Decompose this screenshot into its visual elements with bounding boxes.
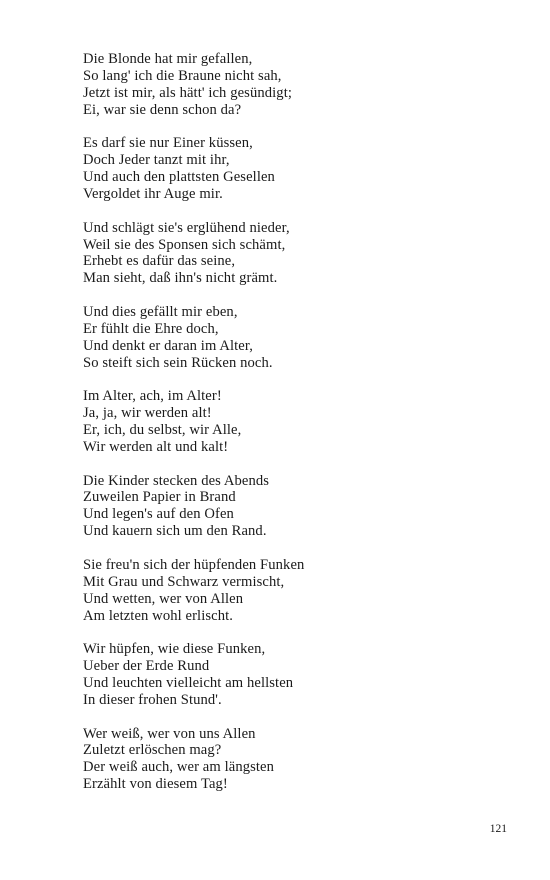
poem-line: Zuletzt erlöschen mag? <box>83 742 222 759</box>
poem-line: Der weiß auch, wer am längsten <box>83 759 275 776</box>
poem <box>83 51 503 810</box>
poem-line: Er, ich, du selbst, wir Alle, <box>83 422 242 439</box>
poem-line: Erzählt von diesem Tag! <box>83 776 228 793</box>
poem-line: Am letzten wohl erlischt. <box>83 607 234 624</box>
poem-line: Wer weiß, wer von uns Allen <box>83 725 256 742</box>
poem-line: Ei, war sie denn schon da? <box>83 101 242 118</box>
stanza-4 <box>83 304 503 372</box>
poem-line: Mit Grau und Schwarz vermischt, <box>83 573 285 590</box>
poem-line: Und legen's auf den Ofen <box>83 506 234 523</box>
poem-line: Erhebt es dafür das seine, <box>83 253 236 270</box>
poem-line: Und denkt er daran im Alter, <box>83 337 253 354</box>
poem-line: Und schlägt sie's erglühend nieder, <box>83 219 290 236</box>
poem-line: Doch Jeder tanzt mit ihr, <box>83 152 230 169</box>
poem-line: Ja, ja, wir werden alt! <box>83 405 212 422</box>
poem-line: So steift sich sein Rücken noch. <box>83 354 273 371</box>
poem-line: Die Blonde hat mir gefallen, <box>83 51 253 67</box>
poem-line: Weil sie des Sponsen sich schämt, <box>83 236 286 253</box>
stanza-8 <box>83 641 503 709</box>
stanza-9 <box>83 726 503 794</box>
poem-line: Und dies gefällt mir eben, <box>83 303 238 320</box>
poem-line: Zuweilen Papier in Brand <box>83 489 236 506</box>
poem-line: Sie freu'n sich der hüpfenden Funken <box>83 556 305 573</box>
page-number: 121 <box>489 823 507 835</box>
poem-line: So lang' ich die Braune nicht sah, <box>83 67 282 84</box>
stanza-1 <box>83 51 503 119</box>
poem-line: Es darf sie nur Einer küssen, <box>83 135 253 152</box>
poem-line: Die Kinder stecken des Abends <box>83 472 270 489</box>
poem-line: In dieser frohen Stund'. <box>83 691 222 708</box>
poem-line: Wir hüpfen, wie diese Funken, <box>83 641 266 658</box>
poem-line: Und wetten, wer von Allen <box>83 590 244 607</box>
poem-line: Man sieht, daß ihn's nicht grämt. <box>83 270 278 287</box>
poem-line: Er fühlt die Ehre doch, <box>83 320 219 337</box>
stanza-2 <box>83 135 503 203</box>
poem-line: Und auch den plattsten Gesellen <box>83 169 275 186</box>
stanza-6 <box>83 473 503 541</box>
poem-line: Jetzt ist mir, als hätt' ich gesündigt; <box>83 84 293 101</box>
poem-line: Vergoldet ihr Auge mir. <box>83 186 223 203</box>
poem-line: Im Alter, ach, im Alter! <box>83 388 222 405</box>
poem-line: Und leuchten vielleicht am hellsten <box>83 675 294 691</box>
stanza-7 <box>83 557 503 625</box>
poem-line: Wir werden alt und kalt! <box>83 438 229 455</box>
poem-line: Ueber der Erde Rund <box>83 658 210 675</box>
stanza-3 <box>83 220 503 288</box>
poem-line: Und kauern sich um den Rand. <box>83 523 267 540</box>
stanza-5 <box>83 388 503 456</box>
